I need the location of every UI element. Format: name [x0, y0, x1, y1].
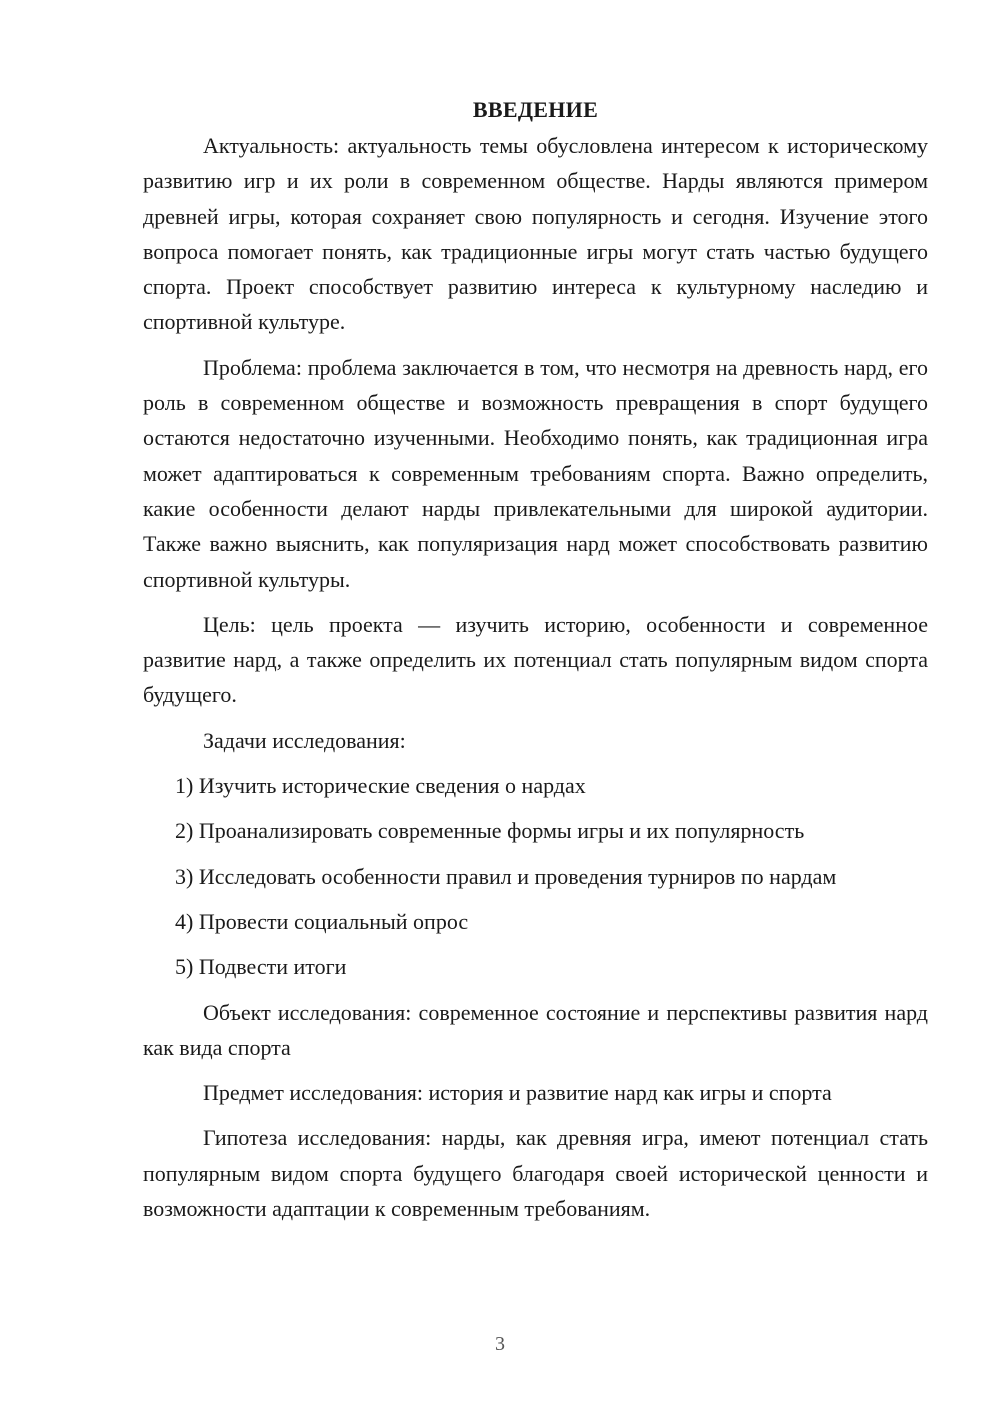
goal-paragraph: Цель: цель проекта — изучить историю, особенности и современное развитие нард, а также определить их потенциал стать популярным видом спорта будущего.	[143, 611, 928, 708]
list-item: 3) Исследовать особенности правил и проведения турниров по нардам	[175, 863, 837, 889]
tasks-heading: Задачи исследования:	[203, 727, 406, 753]
problem-paragraph: Проблема: проблема заключается в том, что несмотря на древность нард, его роль в современном обществе и возможность превращения в спорт будущего остаются недостаточно изученными. Необходимо понять, как традиционная игра может адаптироваться к современным требованиям спорта. Важно определить, какие особенности делают нарды привлекательными для широкой аудитории. Также важно выяснить, как популяризация нард может способствовать развитию спортивной культуры.	[143, 354, 928, 592]
object-paragraph: Объект исследования: современное состояние и перспективы развития нард как вида спорта	[143, 999, 928, 1060]
list-item: 5) Подвести итоги	[175, 954, 347, 980]
page-title: ВВЕДЕНИЕ	[472, 97, 599, 122]
document-page	[143, 92, 928, 1236]
subject-paragraph: Предмет исследования: история и развитие нард как игры и спорта	[203, 1080, 832, 1106]
page-number: 3	[495, 1333, 505, 1355]
list-item: 4) Провести социальный опрос	[175, 908, 469, 934]
list-item: 2) Проанализировать современные формы игры и их популярность	[175, 818, 805, 844]
hypothesis-paragraph: Гипотеза исследования: нарды, как древняя игра, имеют потенциал стать популярным видом спорта будущего благодаря своей исторической ценности и возможности адаптации к современным требованиям.	[143, 1125, 928, 1222]
list-item: 1) Изучить исторические сведения о нардах	[175, 773, 586, 799]
relevance-paragraph: Актуальность: актуальность темы обусловлена интересом к историческому развитию игр и их роли в современном обществе. Нарды являются примером древней игры, которая сохраняет свою популярность и сегодня. Изучение этого вопроса помогает понять, как традиционные игры могут стать частью будущего спорта. Проект способствует развитию интереса к культурному наследию и спортивной культуре.	[143, 133, 928, 335]
tasks-list	[143, 768, 928, 984]
